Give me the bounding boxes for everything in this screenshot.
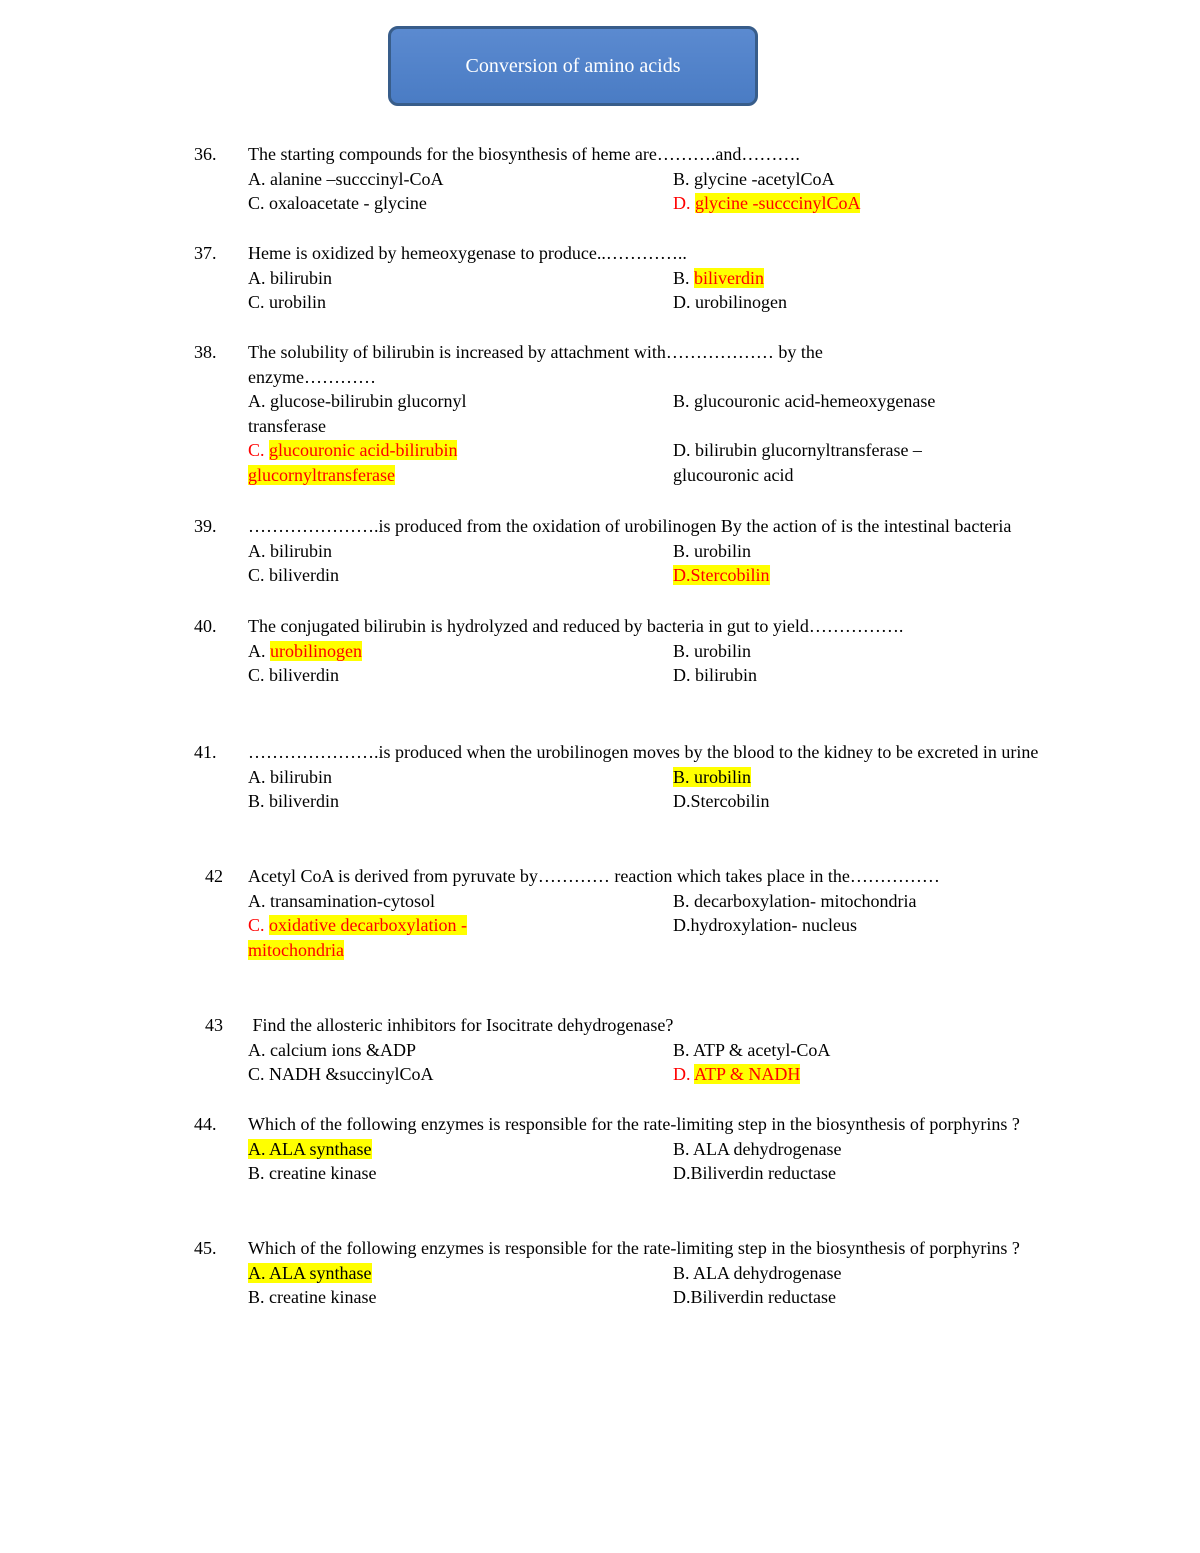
question-number: 39. — [194, 516, 217, 536]
question-text: The solubility of bilirubin is increased by attachment with……………… by the enzyme………… — [248, 342, 823, 387]
option-c: C. biliverdin — [248, 565, 339, 586]
option-a-correct — [248, 1261, 673, 1286]
option-b: B. glycine -acetylCoA — [673, 168, 835, 189]
correct-answer: glucouronic acid-bilirubin glucornyltransferase — [248, 440, 458, 485]
option-c: B. creatine kinase — [248, 1287, 377, 1308]
question-37 — [0, 241, 1200, 315]
option-prefix: C. — [248, 440, 270, 461]
option-prefix: D. — [673, 193, 695, 214]
option-d: D. bilirubin — [673, 665, 757, 686]
option-prefix: B. — [673, 267, 695, 288]
option-grid — [248, 167, 1048, 216]
option-grid — [248, 539, 1048, 588]
option-grid — [248, 765, 1048, 814]
option-a: A. glucose-bilirubin glucornyl transferase — [248, 391, 467, 436]
correct-answer: Stercobilin — [690, 565, 770, 586]
option-grid — [248, 389, 1048, 487]
question-43 — [0, 1013, 1200, 1087]
option-b: B. urobilin — [673, 640, 752, 661]
correct-answer: A. ALA synthase — [248, 1138, 372, 1159]
option-a: A. bilirubin — [248, 540, 332, 561]
correct-answer: ATP & NADH — [694, 1064, 801, 1085]
title-box — [388, 26, 758, 106]
option-b-correct — [673, 266, 1048, 291]
question-number: 40. — [194, 616, 217, 636]
option-d-correct — [673, 1062, 1048, 1087]
option-b: B. urobilin — [673, 540, 752, 561]
question-45 — [0, 1236, 1200, 1310]
question-text: ………………….is produced from the oxidation of urobilinogen By the action of is the intestinal bacteria — [248, 516, 1012, 536]
correct-answer: urobilinogen — [270, 640, 362, 661]
option-a: A. calcium ions &ADP — [248, 1039, 416, 1060]
question-38 — [0, 340, 1200, 488]
option-d: D.Biliverdin reductase — [673, 1163, 836, 1184]
option-c: C. NADH &succinylCoA — [248, 1064, 434, 1085]
correct-answer: glycine -succcinylCoA — [695, 193, 861, 214]
option-grid — [248, 1038, 1048, 1087]
question-44 — [0, 1112, 1200, 1186]
option-d: D. bilirubin glucornyltransferase – glucouronic acid — [673, 440, 922, 485]
question-40 — [0, 614, 1200, 688]
option-d: D.Stercobilin — [673, 791, 770, 812]
option-prefix: D. — [673, 565, 691, 586]
option-c-correct — [248, 913, 528, 962]
option-d: D. urobilinogen — [673, 292, 787, 313]
question-text: Acetyl CoA is derived from pyruvate by………… reaction which takes place in the…………… — [248, 866, 940, 886]
option-a: A. bilirubin — [248, 267, 332, 288]
correct-answer: B. urobilin — [673, 766, 752, 787]
question-number: 38. — [194, 342, 217, 362]
question-number: 42 — [205, 866, 223, 886]
correct-answer: A. ALA synthase — [248, 1262, 372, 1283]
option-prefix: D. — [673, 1064, 695, 1085]
option-b: B. decarboxylation- mitochondria — [673, 890, 917, 911]
option-c: C. oxaloacetate - glycine — [248, 193, 427, 214]
option-grid — [248, 266, 1048, 315]
option-prefix: A. — [248, 640, 270, 661]
question-text: The starting compounds for the biosynthesis of heme are……….and………. — [248, 144, 800, 164]
option-c: B. biliverdin — [248, 791, 339, 812]
question-text: ………………….is produced when the urobilinogen moves by the blood to the kidney to be excreted in urine — [248, 742, 1039, 762]
option-a: A. transamination-cytosol — [248, 890, 435, 911]
option-grid — [248, 639, 1048, 688]
question-36 — [0, 142, 1200, 216]
question-number: 45. — [194, 1238, 217, 1258]
question-text: Which of the following enzymes is responsible for the rate-limiting step in the biosynthesis of porphyrins ? — [248, 1114, 1020, 1134]
option-prefix: C. — [248, 915, 270, 936]
option-d-correct — [673, 191, 1048, 216]
option-b: B. ATP & acetyl-CoA — [673, 1039, 831, 1060]
option-a-correct — [248, 639, 673, 664]
option-c-correct — [248, 438, 528, 487]
question-text: Which of the following enzymes is responsible for the rate-limiting step in the biosynthesis of porphyrins ? — [248, 1238, 1020, 1258]
option-grid — [248, 1261, 1048, 1310]
correct-answer: oxidative decarboxylation - mitochondria — [248, 915, 467, 960]
question-text: The conjugated bilirubin is hydrolyzed and reduced by bacteria in gut to yield……………. — [248, 616, 904, 636]
option-a-correct — [248, 1137, 673, 1162]
option-a: A. alanine –succcinyl-CoA — [248, 168, 444, 189]
question-number: 41. — [194, 742, 217, 762]
question-42 — [0, 864, 1200, 962]
option-c: C. biliverdin — [248, 665, 339, 686]
question-number: 36. — [194, 144, 217, 164]
option-b: B. glucouronic acid-hemeoxygenase — [673, 391, 936, 412]
option-a: A. bilirubin — [248, 766, 332, 787]
question-text: Find the allosteric inhibitors for Isocitrate dehydrogenase? — [248, 1015, 674, 1035]
option-d-correct — [673, 563, 1048, 588]
question-number: 37. — [194, 243, 217, 263]
question-text: Heme is oxidized by hemeoxygenase to produce..………….. — [248, 243, 687, 263]
page-title: Conversion of amino acids — [465, 54, 681, 77]
option-c: C. urobilin — [248, 292, 327, 313]
option-grid — [248, 1137, 1048, 1186]
question-number: 43 — [205, 1015, 223, 1035]
question-39 — [0, 514, 1200, 588]
question-41 — [0, 740, 1200, 814]
option-d: D.hydroxylation- nucleus — [673, 915, 857, 936]
option-b-correct — [673, 765, 1048, 790]
option-d: D.Biliverdin reductase — [673, 1287, 836, 1308]
question-number: 44. — [194, 1114, 217, 1134]
option-b: B. ALA dehydrogenase — [673, 1262, 842, 1283]
option-grid — [248, 889, 1048, 963]
option-c: B. creatine kinase — [248, 1163, 377, 1184]
correct-answer: biliverdin — [694, 267, 765, 288]
option-b: B. ALA dehydrogenase — [673, 1138, 842, 1159]
